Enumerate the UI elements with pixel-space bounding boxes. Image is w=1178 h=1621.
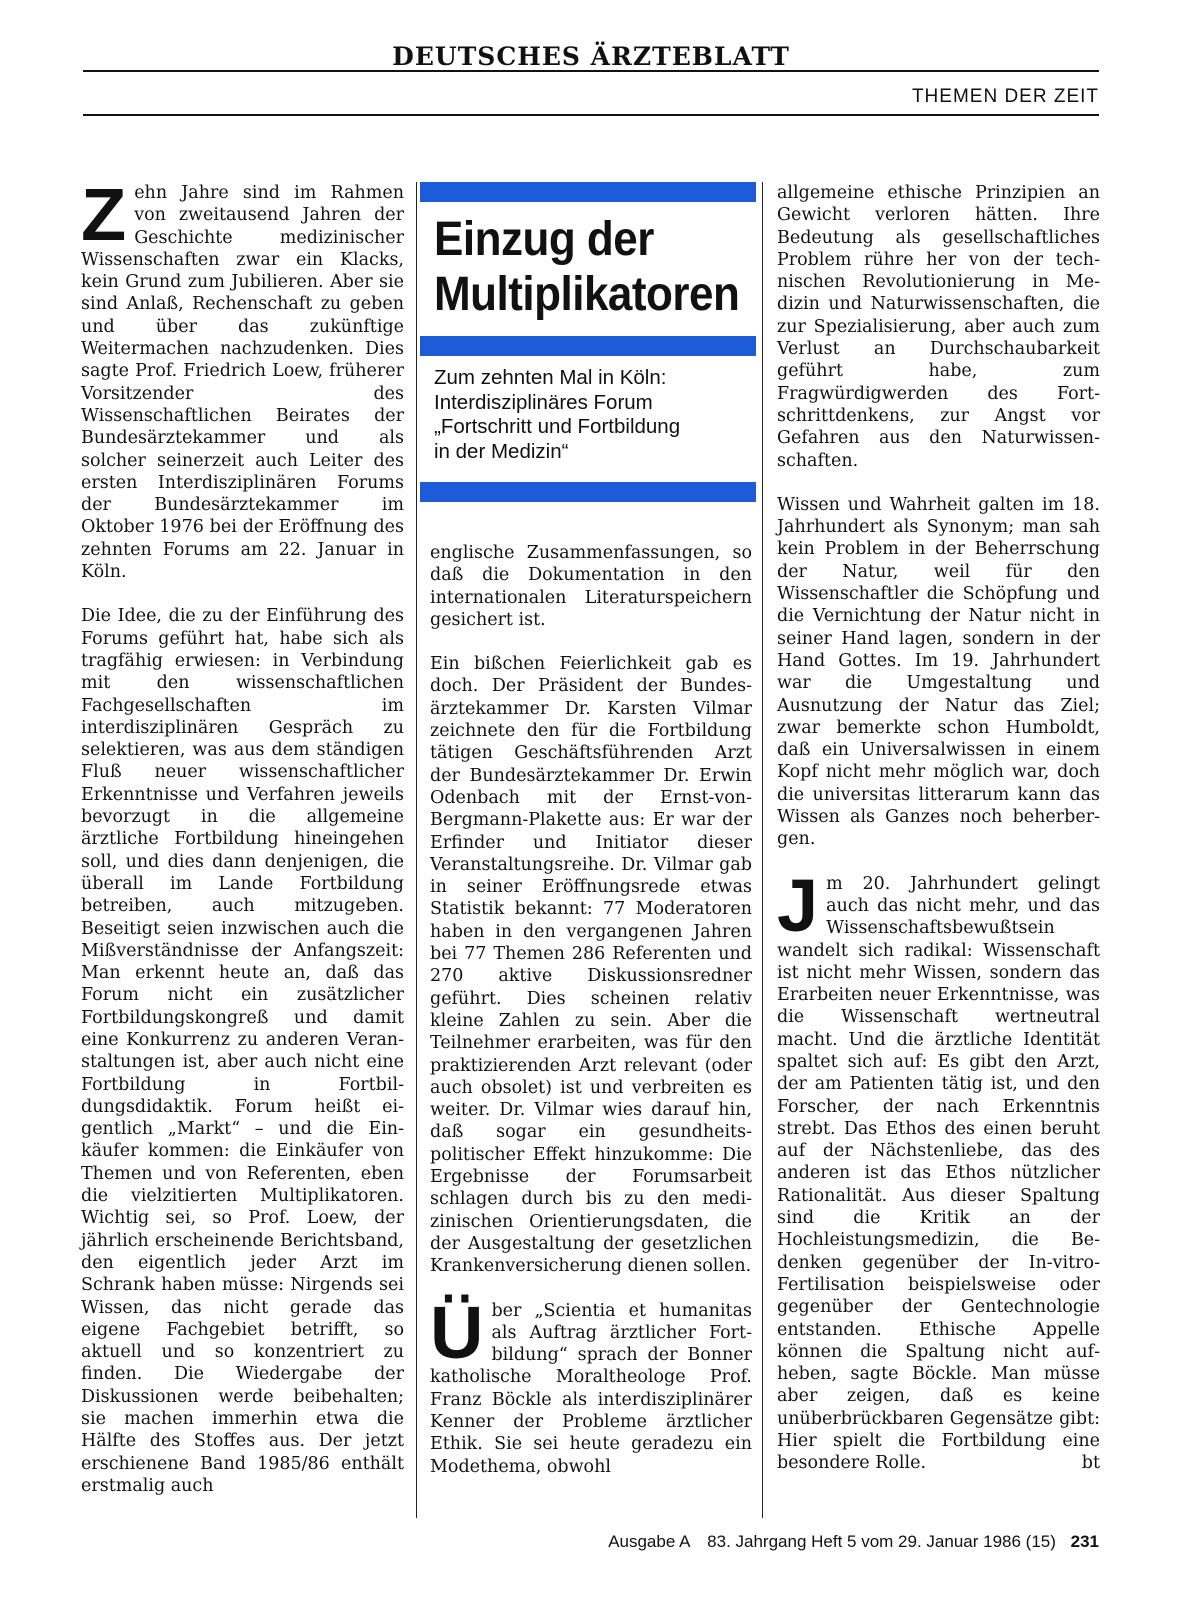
masthead: DEUTSCHES ÄRZTEBLATT (392, 42, 790, 71)
paragraph-text: ber „Scientia et humanitas als Auftrag ärztlicher Fortbildung“ sprach der Bonner katholische Moraltheologe Prof. Franz Böckle als interdisziplinärer Kenner der Probleme ärztlicher Ethik. Sie sei heute geradezu ein Modethema, obwohl (430, 1300, 752, 1477)
paragraph (81, 173, 404, 583)
article-title (434, 212, 754, 322)
paragraph (430, 1290, 752, 1478)
subtitle-line: Zum zehnten Mal in Köln: (434, 366, 667, 389)
column-divider-right (762, 182, 763, 1518)
footer-edition: Ausgabe A (608, 1532, 691, 1551)
page-footer (608, 1532, 1099, 1552)
subtitle-line: „Fortschritt und Fortbildung (434, 415, 681, 438)
drop-cap: J (777, 863, 819, 947)
article-column-3 (777, 182, 1100, 1497)
subtitle-line: Interdisziplinäres Forum (434, 390, 653, 414)
article-subtitle (434, 366, 754, 464)
accent-bar (420, 182, 756, 202)
page-number: 231 (1070, 1532, 1099, 1551)
paragraph: englische Zusammenfassungen, so daß die Dokumentation in den internationalen Literaturspeichern gesichert ist. (430, 543, 752, 630)
paragraph-text: m 20. Jahrhundert gelingt auch das nicht mehr, und das Wissenschaftsbewußtsein wandelt sich radikal: Wissenschaft ist nicht mehr Wissen, sondern das Erarbeiten neuer Erkenntnisse, was die Wissenschaft wertneutral macht. Und die ärztliche Identität spaltet sich auf: Es gibt den Arzt, der am Patienten tätig ist, und den Forscher, der nach Erkenntnis strebt. Das Ethos des einen beruht auf der Nächstenliebe, das des anderen ist das Ethos nützlicher Rationalität. Aus dieser Spaltung sind die Kritik an der Hochleistungsmedizin, die Bedenken gegenüber der In-vitro-Fertilisation beispielsweise oder gegenüber der Gentechnologie entstanden. Ethische Appelle können die Spaltung nicht aufheben, sagte Böckle. Man müsse aber zeigen, daß es keine unüberbrückbaren Gegensätze gibt: Hier spielt die Fortbildung eine besondere Rolle. (777, 873, 1100, 1474)
headline-box (420, 182, 756, 512)
title-line: Einzug der (434, 212, 654, 266)
paragraph: Ein bißchen Feierlichkeit gab es doch. Der Präsident der Bundesärztekammer Dr. Karsten Vilmar zeichnete den für die Fortbildung tätigen Geschäftsführenden Arzt der Bundesärztekammer Dr. Erwin Odenbach mit der Ernst-von-Bergmann-Plakette aus: Er war der Erfinder und Initiator dieser Veranstaltungsreihe. Dr. Vilmar gab in seiner Eröffnungsrede etwas Statistik bekannt: 77 Moderatoren haben in den vergangenen Jahren bei 77 Themen 286 Referenten und 270 aktive Diskussionsredner geführt. Dies scheinen relativ kleine Zahlen zu sein. Aber die Teilnehmer erarbeiten, was für den praktizierenden Arzt relevant (oder auch obsolet) ist und verbreiten es weiter. Dr. Vilmar wies darauf hin, daß sogar ein gesundheitspolitischer Effekt hinzukomme: Die Ergebnisse der Forumsarbeit schlagen durch bis zu den medizinischen Orientierungsdaten, die der Ausgestaltung der gesetzlichen Krankenversicherung dienen sollen. (430, 654, 752, 1277)
paragraph-text: ehn Jahre sind im Rahmen von zweitausend Jahren der Geschichte medizinischer Wissenschaften zwar ein Klacks, kein Grund zum Jubilieren. Aber sie sind Anlaß, Rechenschaft zu geben und über das zukünftige Weitermachen nachzudenken. Dies sagte Prof. Friedrich Loew, früherer Vorsitzender des Wissenschaftlichen Beirates der Bundesärztekammer und als solcher seinerzeit auch Leiter des ersten Interdisziplinären Forums der Bundesärztekammer im Oktober 1976 bei der Eröffnung des zehnten Forums am 22. Januar in Köln. (81, 183, 404, 583)
accent-bar (420, 482, 756, 502)
section-rule (83, 114, 1099, 116)
drop-cap: Ü (430, 1290, 484, 1374)
title-line: Multiplikatoren (434, 267, 740, 321)
article-column-1 (81, 173, 404, 1519)
column-divider-left (416, 182, 417, 1518)
paragraph: Die Idee, die zu der Einführung des Forums geführt hat, habe sich als tragfähig erwiesen: in Verbindung mit den wissenschaftlichen Fachgesellschaften im interdisziplinären Gespräch zu selektieren, was aus dem ständigen Fluß neuer wissenschaftlicher Erkenntnisse und Verfahren jeweils bevorzugt in die allgemeine ärztliche Fortbildung hineingehen soll, und dies dann denjenigen, die überall im Lande Fortbildung betreiben, auch mitzugeben. Beseitigt seien inzwischen auch die Mißverständnisse der Anfangszeit: Man erkennt heute an, daß das Forum nicht ein zusätzlicher Fortbildungskongreß und damit eine Konkurrenz zu anderen Veranstaltungen ist, aber auch nicht eine Fortbildung in Fortbildungsdidaktik. Forum heißt eigentlich „Markt“ – und die Einkäufer kommen: die Einkäufer von Themen und von Referenten, eben die vielzitierten Multiplikatoren. Wichtig sei, so Prof. Loew, der jährlich erscheinende Berichtsband, den eigentlich jeder Arzt im Schrank haben müsse: Nirgends sei Wissen, das nicht gerade das eigene Fachgebiet betrifft, so aktuell und so konzentriert zu finden. Die Wiedergabe der Diskussionen werde beibehalten; sie machen immerhin etwa die Hälfte des Stoffes aus. Der jetzt erschienene Band 1985/86 enthält erstmalig auch (81, 606, 404, 1496)
masthead-rule (83, 70, 1099, 72)
section-label: THEMEN DER ZEIT (911, 86, 1099, 107)
paragraph: Wissen und Wahrheit galten im 18. Jahrhundert als Synonym; man sah kein Problem in der Beherrschung der Natur, weil für den Wissenschaftler die Schöpfung und die Vernichtung der Natur nicht in seiner Hand lagen, sondern in der Hand Gottes. Im 19. Jahrhundert war die Umgestaltung und Ausnutzung der Natur das Ziel; zwar bemerkte schon Humboldt, daß ein Universalwissen in einem Kopf nicht mehr möglich war, doch die universitas litterarum kann das Wissen als Ganzes noch beherbergen. (777, 494, 1100, 850)
subtitle-line: in der Medizin“ (434, 439, 569, 463)
drop-cap: Z (81, 173, 127, 256)
paragraph: allgemeine ethische Prinzipien an Gewicht verloren hätten. Ihre Bedeutung als gesellschaftliches Problem rühre her von der technischen Revolutionierung in Medizin und Naturwissenschaften, die zur Spezialisierung, aber auch zum Verlust an Durchschaubarkeit geführt habe, zum Fragwürdigwerden des Fortschrittdenkens, zur Angst vor Gefahren aus den Naturwissenschaften. (777, 183, 1100, 471)
article-column-2 (430, 542, 752, 1500)
footer-issue: 83. Jahrgang Heft 5 vom 29. Januar 1986 (15) (707, 1532, 1056, 1551)
author-signature: bt (1081, 1453, 1100, 1474)
accent-bar (420, 336, 756, 356)
paragraph (777, 863, 1100, 1475)
